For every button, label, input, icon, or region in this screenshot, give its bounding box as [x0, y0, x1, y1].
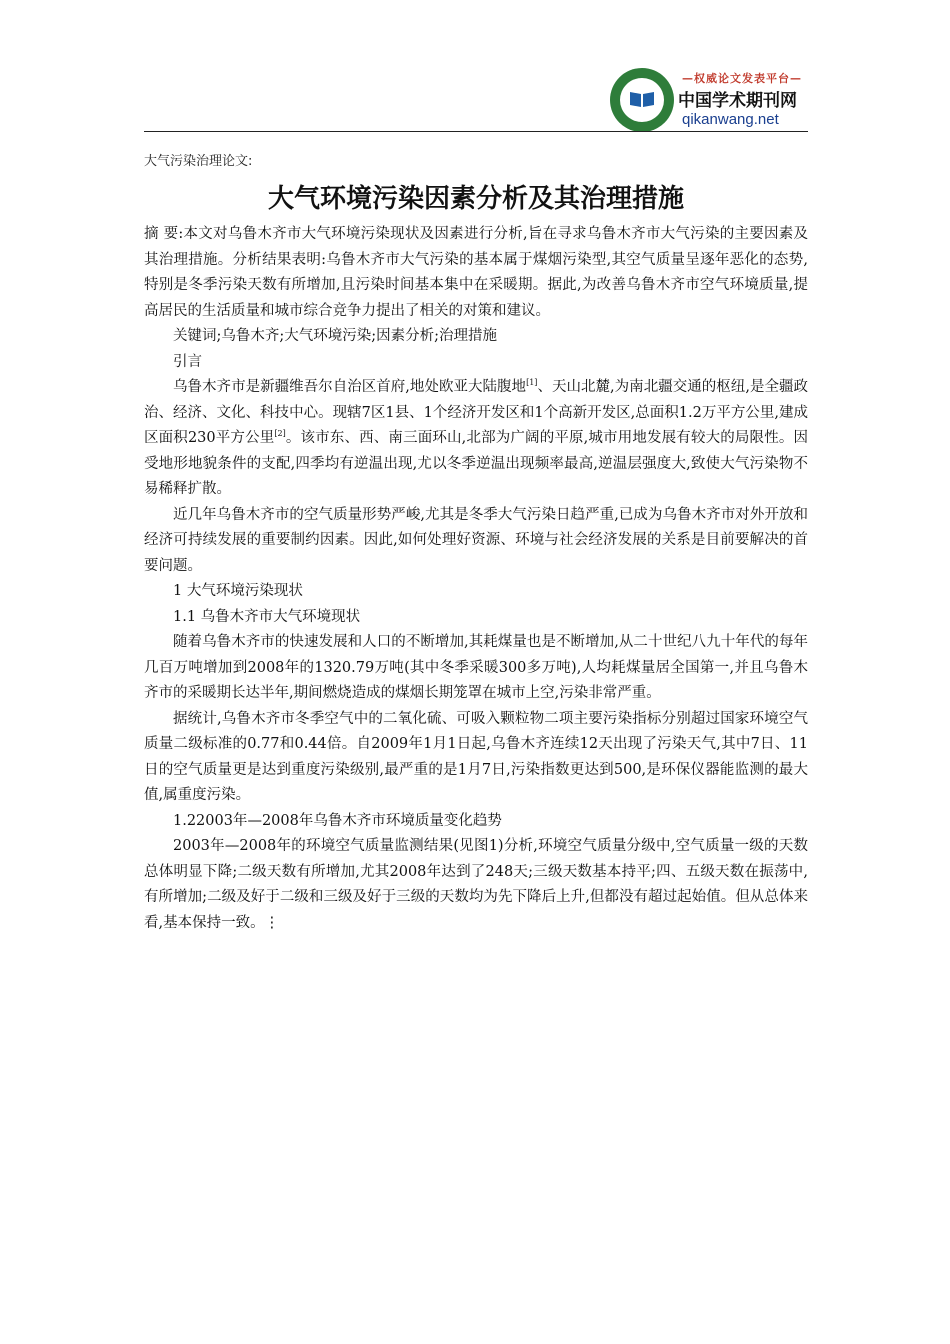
- section-heading-1-2: 1.22003年—2008年乌鲁木齐市环境质量变化趋势: [173, 812, 502, 829]
- header-rule: [144, 131, 808, 132]
- citation-2[interactable]: [2]: [274, 429, 286, 439]
- section-heading-1: 1 大气环境污染现状: [173, 583, 303, 599]
- logo-tagline: —权威论文发表平台—: [682, 72, 802, 85]
- logo-brand: 中国学术期刊网: [678, 91, 797, 111]
- keywords: 关键词;乌鲁木齐;大气环境污染;因素分析;治理措施: [173, 328, 498, 344]
- section-heading-1-1: 1.1 乌鲁木齐市大气环境现状: [173, 608, 361, 625]
- intro-paragraph-2: 近几年乌鲁木齐市的空气质量形势严峻,尤其是冬季大气污染日趋严重,已成为乌鲁木齐市对外开放和经济可持续发展的重要制约因素。因此,如何处理好资源、环境与社会经济发展的关系是目前要解决的首要问题。: [144, 506, 808, 574]
- intro-paragraph-1: 乌鲁木齐市是新疆维吾尔自治区首府,地处欧亚大陆腹地[1]、天山北麓,为南北疆交通的枢纽,是全疆政治、经济、文化、科技中心。现辖7区1县、1个经济开发区和1个高新开发区,总面积1.2万平方公里,建成区面积230平方公里[2]。该市东、西、南三面环山,北部为广阔的平原,城市用地发展有较大的局限性。因受地形地貌条件的支配,四季均有逆温出现,尤以冬季逆温出现频率最高,逆温层强度大,致使大气污染物不易稀释扩散。: [144, 378, 809, 497]
- seal-icon: [610, 68, 674, 132]
- paragraph-1-1a: 随着乌鲁木齐市的快速发展和人口的不断增加,其耗煤量也是不断增加,从二十世纪八九十年代的每年几百万吨增加到2008年的1320.79万吨(其中冬季采暖300多万吨),人均耗煤量居全国第一,并且乌鲁木齐市的采暖期长达半年,期间燃烧造成的煤烟长期笼罩在城市上空,污染非常严重。: [144, 634, 808, 701]
- page-title: 大气环境污染因素分析及其治理措施: [267, 184, 684, 214]
- paragraph-1-2: 2003年—2008年的环境空气质量监测结果(见图1)分析,环境空气质量分级中,空气质量一级的天数总体明显下降;二级天数有所增加,尤其2008年达到了248天;三级天数基本持平;四、五级天数在振荡中,有所增加;二级及好于二级和三级及好于三级的天数均为先下降后上升,但都没有超过起始值。但从总体来看,基本保持一致。⋮: [144, 838, 808, 931]
- citation-1[interactable]: [1]: [526, 378, 538, 388]
- doc-label: 大气污染治理论文:: [144, 154, 253, 169]
- publisher-logo[interactable]: [610, 68, 810, 132]
- intro-heading: 引言: [173, 353, 202, 370]
- logo-site: qikanwang.net: [682, 111, 779, 128]
- abstract: 摘 要:本文对乌鲁木齐市大气环境污染现状及因素进行分析,旨在寻求乌鲁木齐市大气污染的主要因素及其治理措施。分析结果表明:乌鲁木齐市大气污染的基本属于煤烟污染型,其空气质量呈逐年恶化的态势,特别是冬季污染天数有所增加,且污染时间基本集中在采暖期。据此,为改善乌鲁木齐市空气环境质量,提高居民的生活质量和城市综合竞争力提出了相关的对策和建议。: [144, 226, 808, 319]
- paragraph-1-1b: 据统计,乌鲁木齐市冬季空气中的二氧化硫、可吸入颗粒物二项主要污染指标分别超过国家环境空气质量二级标准的0.77和0.44倍。自2009年1月1日起,乌鲁木齐连续12天出现了污染天气,其中7日、11日的空气质量更是达到重度污染级别,最严重的是1月7日,污染指数更达到500,是环保仪器能监测的最大值,属重度污染。: [144, 710, 808, 803]
- book-icon: [629, 90, 655, 108]
- article-body: [144, 222, 808, 936]
